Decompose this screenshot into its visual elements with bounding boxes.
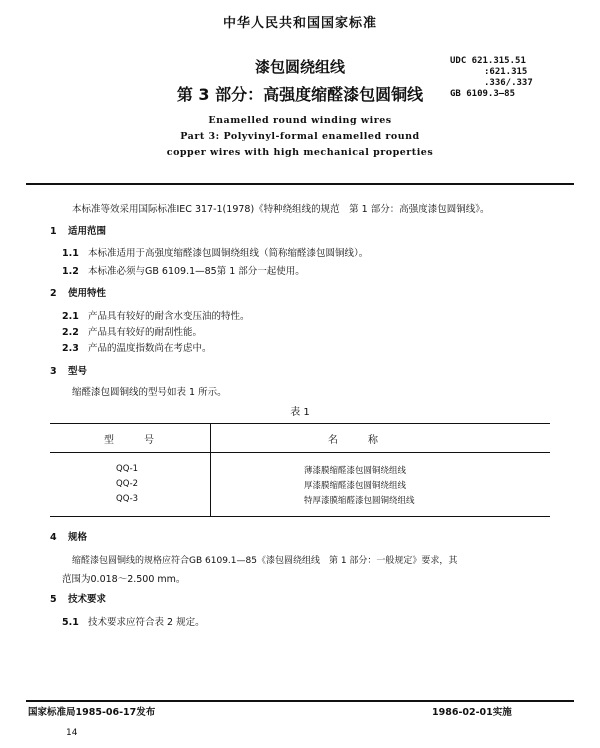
page-number: 14 [66, 728, 78, 738]
effective-date: 1986-02-01实施 [432, 707, 512, 718]
section-number: 1 [50, 226, 57, 237]
section-title: 规格 [68, 532, 88, 543]
standard-part-title: 第 3 部分：高强度缩醛漆包圆铜线 [176, 85, 424, 104]
section-4-text-line-1: 缩醛漆包圆铜线的规格应符合GB 6109.1—85《漆包圆绕组线 第 1 部分：一般规定》要求，其 [72, 556, 458, 566]
table-header-rule [50, 452, 550, 453]
section-3-heading [50, 363, 87, 377]
clause-5-1 [62, 614, 205, 628]
section-title: 技术要求 [68, 594, 107, 605]
clause-2-2 [62, 324, 202, 338]
clause-1-1 [62, 245, 368, 259]
clause-text: 产品具有较好的耐刮性能。 [88, 327, 203, 338]
udc-code-cont-1: :621.315 [484, 67, 528, 77]
table-row-3-model: QQ-3 [116, 494, 139, 504]
table-row-3-name: 特厚漆膜缩醛漆包圆铜绕组线 [304, 496, 415, 506]
header-divider [26, 183, 574, 185]
table-header-name: 名称 [328, 435, 408, 446]
table-row-1-model: QQ-1 [116, 464, 139, 474]
section-number: 3 [50, 366, 57, 377]
clause-number: 1.2 [62, 266, 79, 277]
clause-number: 5.1 [62, 617, 79, 628]
clause-text: 本标准适用于高强度缩醛漆包圆铜绕组线（简称缩醛漆包圆铜线）。 [88, 248, 369, 259]
udc-code-cont-2: .336/.337 [484, 78, 533, 88]
clause-2-3 [62, 340, 212, 354]
table-column-divider [210, 423, 211, 517]
table-top-rule [50, 423, 550, 424]
clause-1-2 [62, 263, 305, 277]
english-title-line-2: Part 3: Polyvinyl-formal enamelled round [180, 131, 420, 142]
section-2-heading [50, 285, 106, 299]
section-title: 使用特性 [68, 288, 107, 299]
clause-text: 产品具有较好的耐含水变压油的特性。 [88, 311, 250, 322]
section-title: 型号 [68, 366, 88, 377]
section-4-text-line-2: 范围为0.018～2.500 mm。 [62, 574, 186, 585]
section-1-heading [50, 223, 106, 237]
section-4-heading [50, 529, 87, 543]
clause-2-1 [62, 308, 250, 322]
table-row-2-name: 厚漆膜缩醛漆包圆铜绕组线 [304, 481, 407, 491]
issuing-authority-header: 中华人民共和国国家标准 [222, 16, 377, 31]
clause-text: 技术要求应符合表 2 规定。 [88, 617, 205, 628]
table-header-model: 型号 [104, 435, 184, 446]
section-5-heading [50, 591, 106, 605]
udc-code: UDC 621.315.51 [450, 56, 526, 66]
section-number: 4 [50, 532, 57, 543]
section-title: 适用范围 [68, 226, 107, 237]
table-row-2-model: QQ-2 [116, 479, 139, 489]
table-row-1-name: 薄漆膜缩醛漆包圆铜绕组线 [304, 466, 407, 476]
clause-number: 1.1 [62, 248, 79, 259]
clause-number: 2.3 [62, 343, 79, 354]
section-number: 5 [50, 594, 57, 605]
intro-paragraph: 本标准等效采用国际标准IEC 317-1(1978)《特种绕组线的规范 第 1 部分：高强度漆包圆铜线》。 [72, 204, 490, 215]
clause-text: 本标准必须与GB 6109.1—85第 1 部分一起使用。 [88, 266, 305, 277]
english-title-line-1: Enamelled round winding wires [208, 115, 392, 126]
table-1-caption: 表 1 [290, 407, 310, 418]
issue-date: 国家标准局1985-06-17发布 [28, 707, 156, 718]
clause-number: 2.2 [62, 327, 79, 338]
gb-number: GB 6109.3—85 [450, 89, 516, 99]
clause-text: 产品的温度指数尚在考虑中。 [88, 343, 212, 354]
section-3-text: 缩醛漆包圆铜线的型号如表 1 所示。 [72, 387, 227, 398]
section-number: 2 [50, 288, 57, 299]
clause-number: 2.1 [62, 311, 79, 322]
standard-title: 漆包圆绕组线 [254, 58, 345, 76]
table-bottom-rule [50, 516, 550, 517]
english-title-line-3: copper wires with high mechanical properties [166, 147, 434, 158]
footer-divider [26, 700, 574, 702]
